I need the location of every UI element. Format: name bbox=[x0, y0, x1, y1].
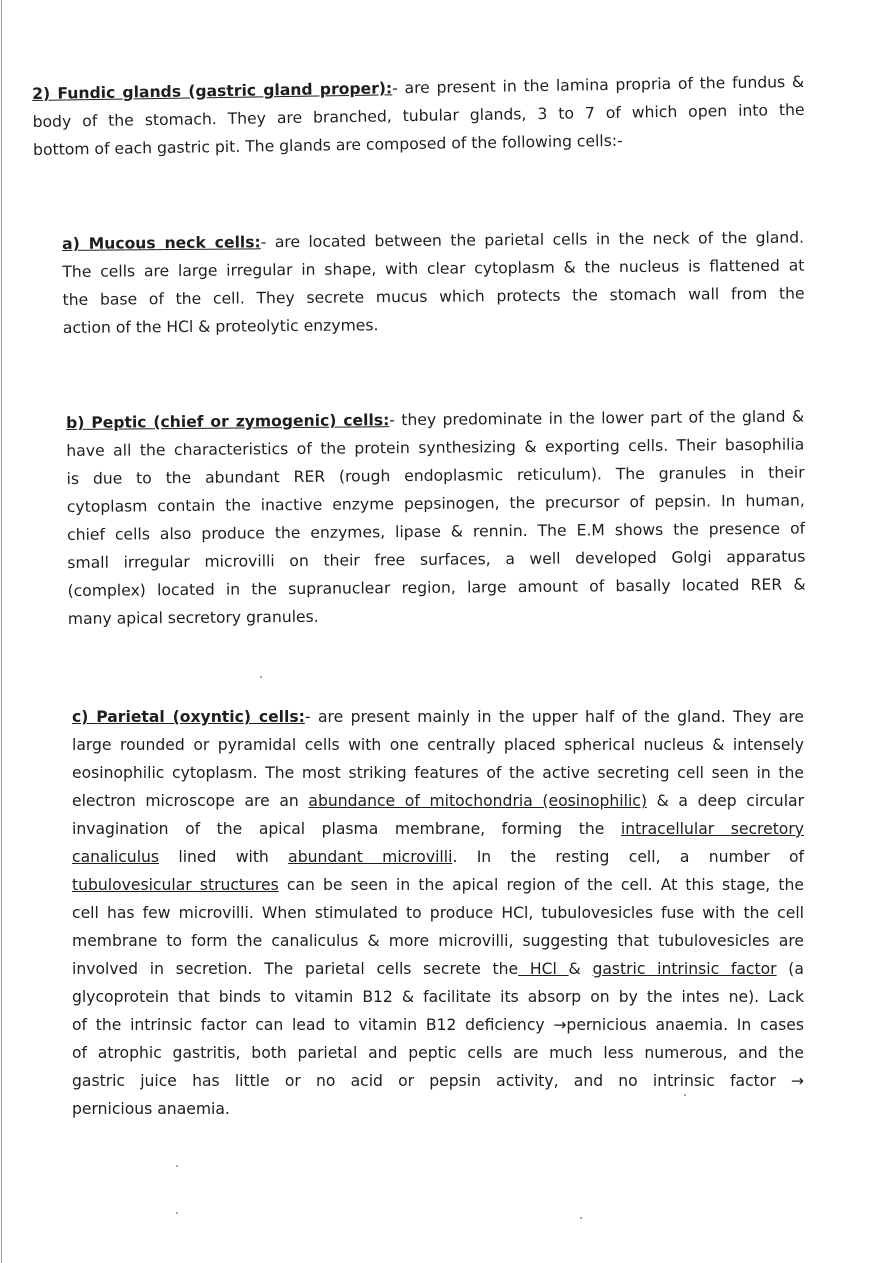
peptic-line-5: chief cells also produce the enzymes, lipase & rennin. The E.M shows the presence of bbox=[67, 519, 806, 544]
fundic-glands-paragraph bbox=[32, 68, 805, 164]
mucous-heading: a) Mucous neck cells: bbox=[62, 233, 261, 253]
fundic-line-1: 2) Fundic glands (gastric gland proper):- are present in the lamina propria of the fundus & bbox=[32, 72, 805, 103]
underlined-hcl: HCl bbox=[518, 960, 569, 978]
mucous-line-2: The cells are large irregular in shape, with clear cytoplasm & the nucleus is flattened at bbox=[62, 256, 805, 281]
parietal-line-6: canaliculus lined with abundant microvilli. In the resting cell, a number of bbox=[72, 848, 804, 866]
mucous-line-1: a) Mucous neck cells:- are located between the parietal cells in the neck of the gland. bbox=[62, 228, 805, 253]
scan-speck bbox=[580, 1217, 582, 1219]
peptic-line-8: many apical secretory granules. bbox=[67, 607, 319, 628]
parietal-line-15: pernicious anaemia. bbox=[72, 1100, 230, 1118]
peptic-line-3: is due to the abundant RER (rough endoplasmic reticulum). The granules in their bbox=[66, 463, 805, 488]
mucous-line-4: action of the HCl & proteolytic enzymes. bbox=[62, 316, 379, 337]
parietal-line-11: glycoprotein that binds to vitamin B12 & facilitate its absorp on by the intes ne). Lack bbox=[72, 988, 804, 1006]
underlined-canaliculus: canaliculus bbox=[72, 848, 160, 866]
fundic-line-3: bottom of each gastric pit. The glands are composed of the following cells:- bbox=[32, 131, 623, 159]
parietal-line-5: invagination of the apical plasma membrane, forming the intracellular secretory bbox=[72, 820, 804, 838]
peptic-line-4: cytoplasm contain the inactive enzyme pepsinogen, the precursor of pepsin. In human, bbox=[66, 491, 805, 516]
fundic-heading: 2) Fundic glands (gastric gland proper): bbox=[32, 79, 393, 103]
parietal-line-7: tubulovesicular structures can be seen in the apical region of the cell. At this stage, the bbox=[72, 876, 804, 894]
parietal-line-8: cell has few microvilli. When stimulated to produce HCl, tubulovesicles fuse with the cell bbox=[72, 904, 804, 922]
mucous-line-3: the base of the cell. They secrete mucus which protects the stomach wall from the bbox=[62, 284, 805, 309]
peptic-line-7: (complex) located in the supranuclear region, large amount of basally located RER & bbox=[67, 575, 806, 600]
peptic-line-1: b) Peptic (chief or zymogenic) cells:- they predominate in the lower part of the gland & bbox=[66, 407, 805, 432]
underlined-gastric-intrinsic-factor: gastric intrinsic factor bbox=[592, 960, 777, 978]
peptic-line-6: small irregular microvilli on their free surfaces, a well developed Golgi apparatus bbox=[67, 547, 806, 572]
scan-speck bbox=[176, 1212, 178, 1214]
underlined-tubulovesicular: tubulovesicular structures bbox=[72, 876, 279, 894]
mucous-neck-cells-paragraph bbox=[62, 224, 805, 342]
scan-speck bbox=[684, 1094, 686, 1096]
fundic-line-2: body of the stomach. They are branched, tubular glands, 3 to 7 of which open into the bbox=[32, 100, 805, 131]
scan-speck bbox=[176, 1165, 178, 1167]
parietal-heading: c) Parietal (oxyntic) cells: bbox=[72, 708, 305, 726]
parietal-cells-paragraph bbox=[72, 703, 804, 1123]
underlined-abundant-microvilli: abundant microvilli bbox=[288, 848, 453, 866]
underlined-mitochondria: abundance of mitochondria (eosinophilic) bbox=[308, 792, 647, 810]
parietal-line-13: of atrophic gastritis, both parietal and peptic cells are much less numerous, and the bbox=[72, 1044, 804, 1062]
page-edge-line bbox=[1, 0, 2, 1263]
peptic-heading: b) Peptic (chief or zymogenic) cells: bbox=[66, 411, 390, 432]
parietal-line-10: involved in secretion. The parietal cells secrete the HCl & gastric intrinsic factor (a bbox=[72, 960, 804, 978]
parietal-line-2: large rounded or pyramidal cells with one centrally placed spherical nucleus & intensely bbox=[72, 736, 804, 754]
underlined-intracellular-secretory: intracellular secretory bbox=[620, 820, 804, 838]
peptic-cells-paragraph bbox=[66, 403, 806, 633]
parietal-line-3: eosinophilic cytoplasm. The most striking features of the active secreting cell seen in the bbox=[72, 764, 804, 782]
peptic-line-2: have all the characteristics of the protein synthesizing & exporting cells. Their basophilia bbox=[66, 435, 805, 460]
parietal-line-9: membrane to form the canaliculus & more microvilli, suggesting that tubulovesicles are bbox=[72, 932, 804, 950]
parietal-line-1: c) Parietal (oxyntic) cells:- are present mainly in the upper half of the gland. They are bbox=[72, 708, 804, 726]
parietal-line-12: of the intrinsic factor can lead to vitamin B12 deficiency →pernicious anaemia. In cases bbox=[72, 1016, 804, 1034]
parietal-line-4: electron microscope are an abundance of mitochondria (eosinophilic) & a deep circular bbox=[72, 792, 804, 810]
parietal-line-14: gastric juice has little or no acid or pepsin activity, and no intrinsic factor → bbox=[72, 1072, 804, 1090]
scan-speck bbox=[260, 676, 262, 678]
